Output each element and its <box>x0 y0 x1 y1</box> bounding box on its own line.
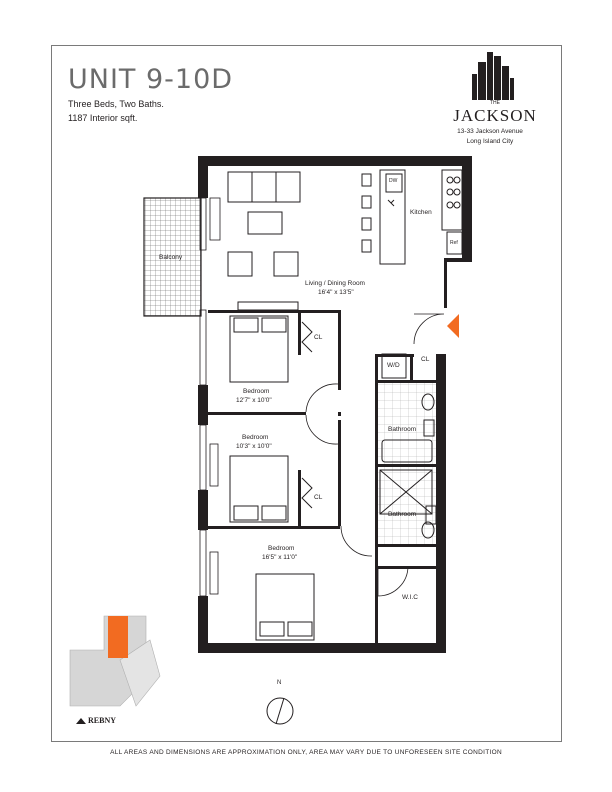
unit-title: UNIT 9-10D <box>68 64 234 95</box>
wic-label: W.I.C <box>402 594 418 601</box>
rebny-house-icon <box>76 718 86 724</box>
compass-icon <box>267 698 293 724</box>
bedroom2-name: Bedroom <box>242 434 269 441</box>
bedroom1-dims: 12'7" x 10'0" <box>236 397 272 404</box>
bathroom1-label: Bathroom <box>388 426 417 433</box>
living-room-name: Living / Dining Room <box>305 280 365 287</box>
closet-label-1: CL <box>314 334 323 341</box>
key-plan <box>70 616 160 706</box>
unit-area: 1187 Interior sqft. <box>68 113 138 123</box>
kitchen <box>362 170 462 264</box>
brand-name: JACKSON <box>453 106 537 125</box>
dw-label: DW <box>389 178 398 184</box>
unit-beds-baths: Three Beds, Two Baths. <box>68 99 164 109</box>
living-room-dims: 16'4" x 13'5" <box>318 289 354 296</box>
closet-label-3: CL <box>314 494 323 501</box>
bedroom3-dims: 16'5" x 11'0" <box>262 554 298 561</box>
closet-label-2: CL <box>421 356 430 363</box>
compass-label: N <box>277 680 282 686</box>
bedroom2-dims: 10'3" x 10'0" <box>236 443 272 450</box>
bathroom2-label: Bathroom <box>388 511 417 518</box>
brand-the: THE <box>490 100 500 106</box>
rebny-logo: REBNY <box>88 716 117 725</box>
disclaimer: ALL AREAS AND DIMENSIONS ARE APPROXIMATION ONLY, AREA MAY VARY DUE TO UNFORESEEN SITE CONDITION <box>110 749 502 756</box>
building-logo-icon <box>472 52 514 100</box>
washer-dryer-label: W/D <box>387 362 400 369</box>
ref-label: Ref <box>450 240 458 246</box>
balcony-label: Balcony <box>159 254 183 261</box>
living-furniture <box>228 172 300 310</box>
bedroom3-name: Bedroom <box>268 545 295 552</box>
address-line1: 13-33 Jackson Avenue <box>457 128 523 135</box>
bedroom-furniture <box>230 316 314 640</box>
address-line2: Long Island City <box>466 138 514 145</box>
entry-arrow-icon <box>447 314 459 338</box>
kitchen-label: Kitchen <box>410 209 432 216</box>
bedroom1-name: Bedroom <box>243 388 270 395</box>
